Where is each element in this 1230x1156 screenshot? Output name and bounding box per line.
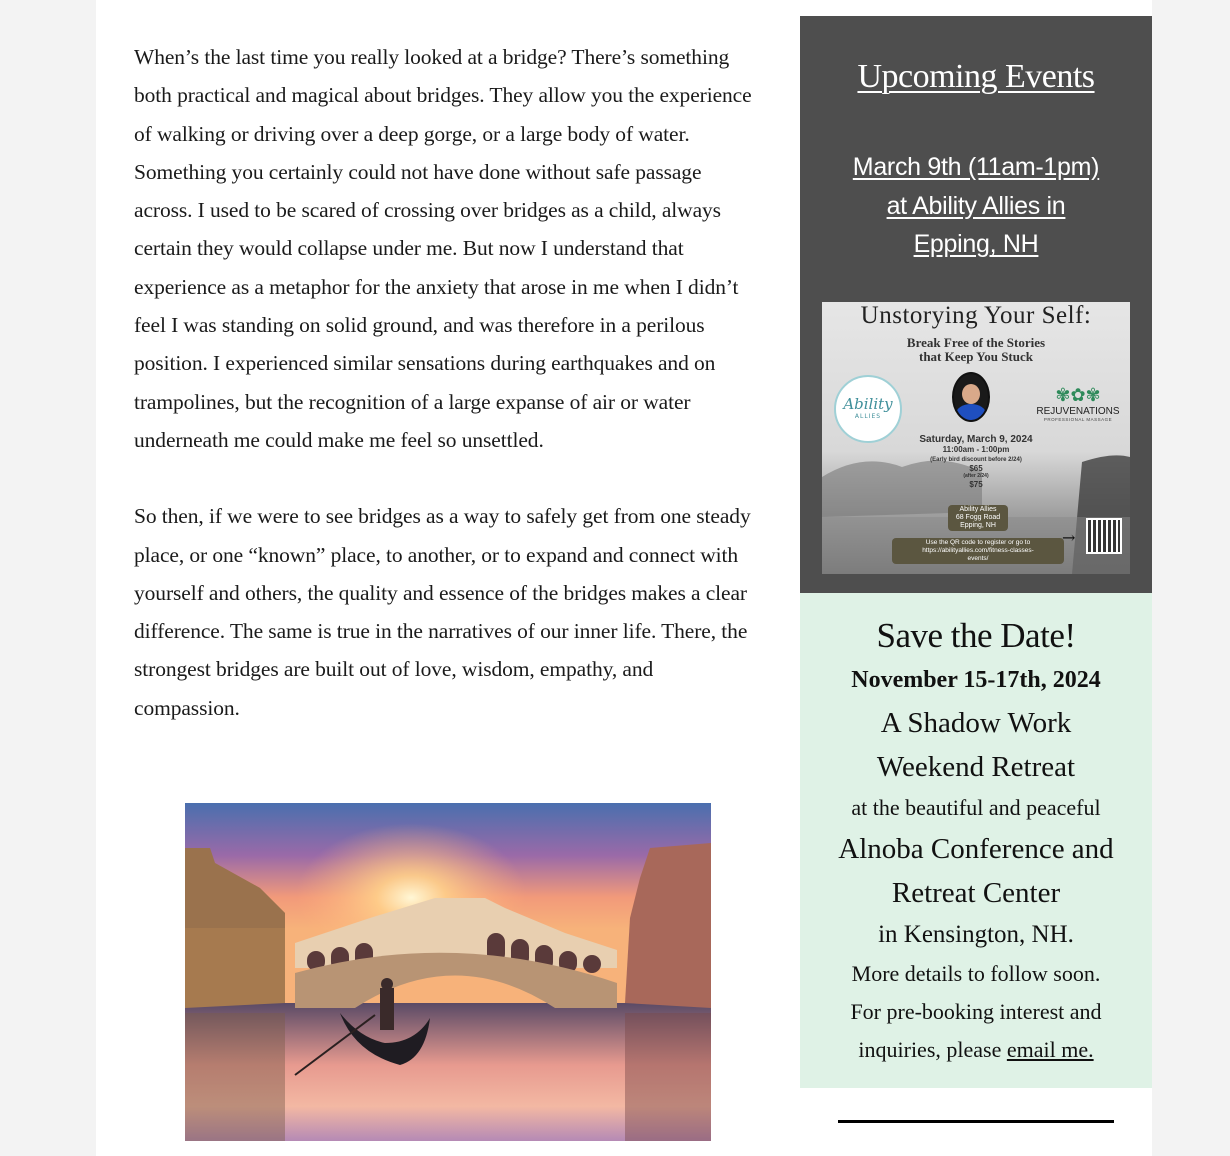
retreat-details: More details to follow soon.	[851, 961, 1101, 986]
flyer-event-details	[822, 434, 1130, 489]
flyer-subtitle	[822, 336, 1130, 364]
retreat-town: in Kensington, NH.	[878, 921, 1074, 948]
march-event-link[interactable]	[830, 148, 1122, 264]
flyer-time: 11:00am - 1:00pm	[942, 445, 1010, 454]
flyer-date: Saturday, March 9, 2024	[919, 434, 1033, 445]
prebooking-prefix: inquiries, please	[858, 1037, 1007, 1062]
event-flyer-image[interactable]	[822, 302, 1130, 574]
save-the-date-heading: Save the Date!	[876, 616, 1076, 655]
upcoming-events-panel	[800, 16, 1152, 593]
venice-sunset-illustration	[185, 803, 711, 1141]
event-link-line[interactable]: Epping, NH	[913, 230, 1039, 258]
retreat-name-line: Weekend Retreat	[876, 751, 1076, 783]
flyer-after: (after 2/24)	[963, 473, 989, 479]
flyer-address: Ability Allies 68 Fogg Road Epping, NH	[948, 505, 1008, 531]
prebooking-text: For pre-booking interest and	[850, 999, 1102, 1024]
sidebar	[800, 16, 1152, 1088]
rejuvenations-logo: ✾✿✾ REJUVENATIONS PROFESSIONAL MASSAGE	[1028, 386, 1128, 422]
flyer-price-regular: $75	[969, 480, 983, 489]
event-link-line[interactable]: at Ability Allies in	[886, 191, 1066, 220]
retreat-venue-line: Retreat Center	[891, 877, 1061, 909]
arrow-right-icon: →	[1062, 528, 1076, 547]
upcoming-events-heading[interactable]: Upcoming Events	[857, 58, 1095, 95]
presenter-portrait	[952, 372, 990, 422]
retreat-name-line: A Shadow Work	[880, 707, 1072, 739]
save-the-date-panel	[800, 593, 1152, 1088]
ability-allies-logo: Ability ALLIES	[834, 375, 902, 443]
flyer-register-info: Use the QR code to register or go to https://abilityallies.com/fitness-classes- events/	[892, 538, 1064, 564]
prebooking-text-line2	[800, 1031, 1152, 1069]
email-me-link[interactable]: email me.	[1006, 1037, 1094, 1062]
flyer-subtitle-line: Break Free of the Stories	[906, 335, 1046, 350]
article-paragraph: When’s the last time you really looked at a bridge? There’s something both practical and magical about bridges. They allow you the experience of walking or driving over a deep gorge, or a large body of water. Something you certainly could not have done without safe passage across. I used to be scared of crossing over bridges as a child, always certain they would collapse under me. But now I understand that experience as a metaphor for the anxiety that arose in me when I didn’t feel I was standing on solid ground, and was therefore in a perilous position. I experienced similar sensations during earthquakes and on trampolines, but the recognition of a large expanse of air or water underneath me could make me feel so unsettled.	[134, 45, 752, 452]
retreat-intro: at the beautiful and peaceful	[851, 795, 1101, 820]
article-paragraph: So then, if we were to see bridges as a way to safely get from one steady place, or one “known” place, to another, or to expand and connect with yourself and others, the quality and essence of the bridges makes a clear difference. The same is true in the narratives of our inner life. There, the strongest bridges are built out of love, wisdom, empathy, and compassion.	[134, 504, 751, 720]
page-content	[96, 0, 1152, 1156]
event-link-line[interactable]: March 9th (11am-1pm)	[852, 153, 1100, 181]
retreat-dates: November 15-17th, 2024	[851, 667, 1101, 693]
qr-code-icon	[1086, 518, 1122, 554]
sidebar-divider	[838, 1120, 1114, 1123]
retreat-venue-line: Alnoba Conference and	[838, 833, 1114, 865]
rejuvenations-emblem-icon: ✾✿✾	[1055, 385, 1101, 406]
flyer-title: Unstorying Your Self:	[860, 302, 1092, 329]
flyer-price-early: $65	[969, 464, 983, 473]
rialto-bridge-image	[185, 803, 711, 1141]
flyer-subtitle-line: that Keep You Stuck	[918, 349, 1033, 364]
article-body	[134, 38, 764, 765]
flyer-early-bird: (Early bird discount before 2/24)	[930, 457, 1022, 463]
